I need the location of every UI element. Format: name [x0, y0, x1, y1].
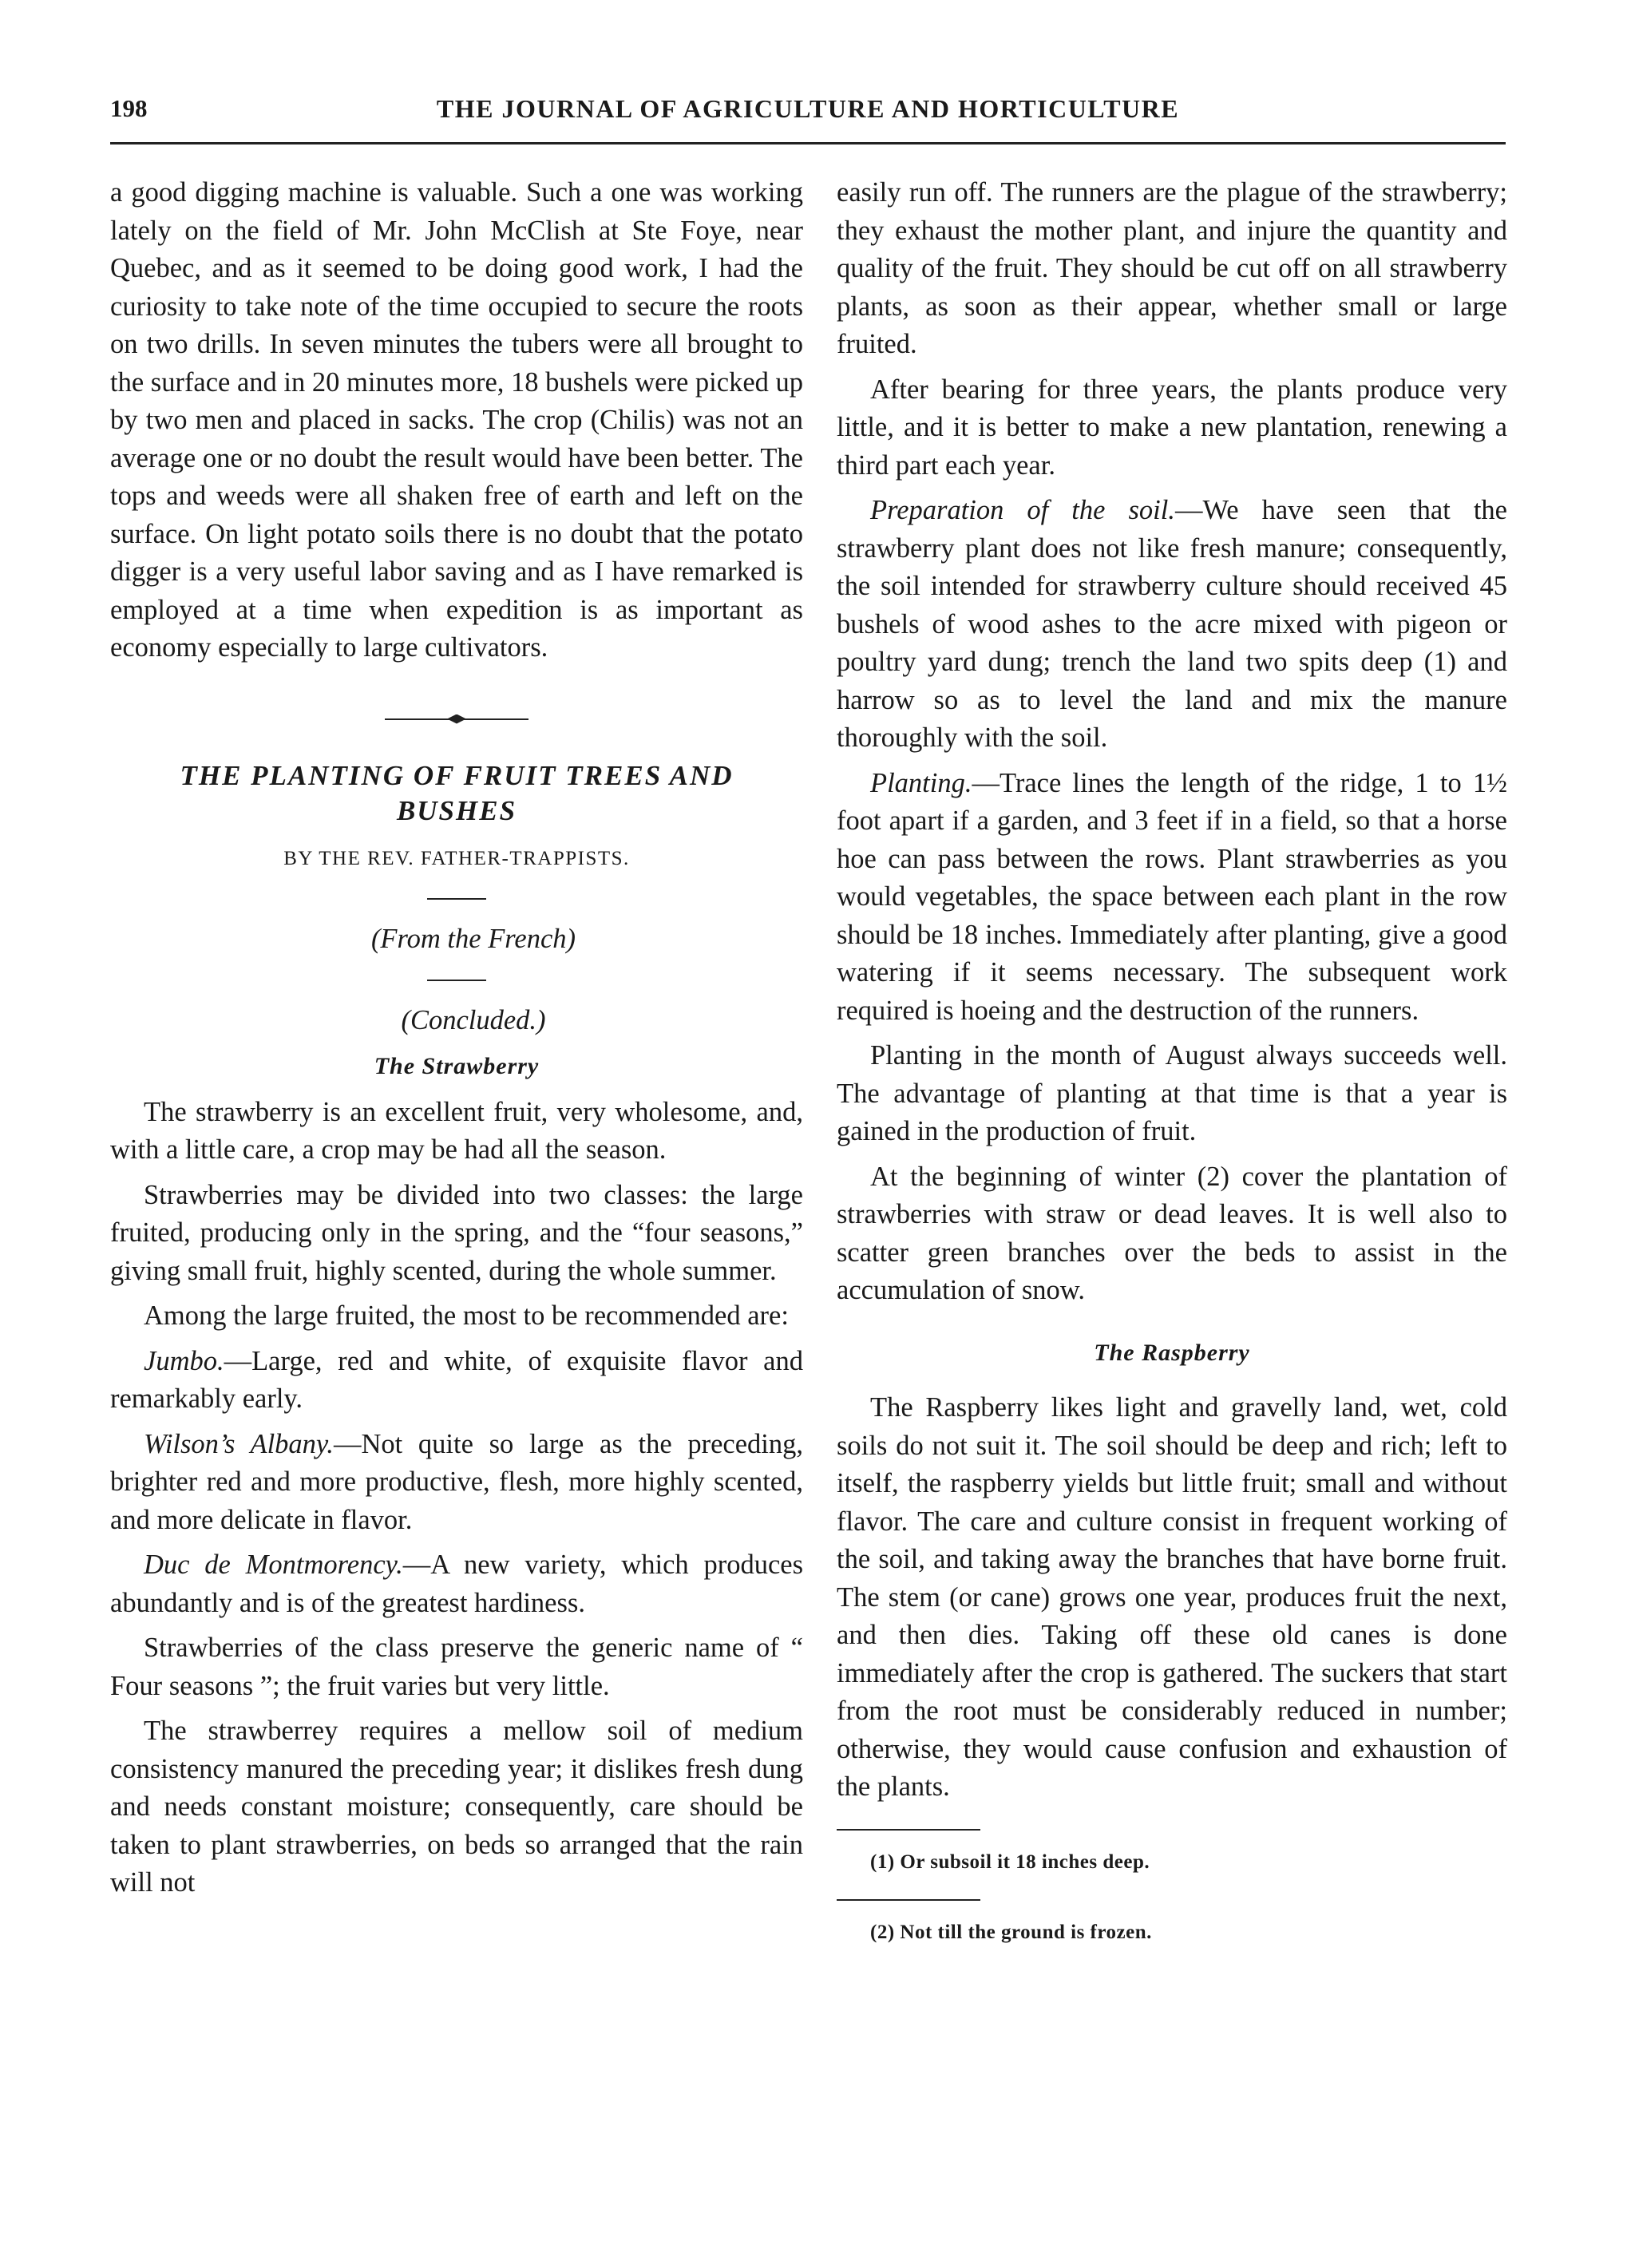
footnote-2: (2) Not till the ground is frozen.: [870, 1921, 1152, 1943]
paragraph-text: —Trace lines the length of the ridge, 1 to 1½ foot apart if a garden, and 3 feet if in a field, so that a horse hoe can pass between the rows. Plant strawberries as you would vegetables, the space between each plant in the row should be 18 inches. Immediately after planting, give a good watering if it seems necessary. The subsequent work required is hoeing and the destruction of the runners.: [837, 767, 1507, 1026]
paragraph-raspberry: The Raspberry likes light and gravelly land, wet, cold soils do not suit it. The soil should be deep and rich; left to itself, the raspberry yields but little fruit; small and without flavor. The care and culture consist in frequent working of the soil, and taking away the branches that have borne fruit. The stem (or cane) grows one year, produces fruit the next, and then dies. Taking off these old canes is done immediately after the crop is gathered. The suckers that start from the root must be considerably reduced in number; otherwise, they would cause confusion and exhaustion of the plants.: [837, 1392, 1507, 1802]
paragraph-bearing: After bearing for three years, the plants produce very little, and it is better to make a new plantation, renewing a third part each year.: [837, 374, 1507, 481]
subheading-raspberry: The Raspberry: [1094, 1339, 1250, 1366]
translation-note: (From the French): [370, 924, 576, 954]
variety-jumbo: [110, 1343, 803, 1419]
footnote-rule: [837, 1899, 980, 1901]
section-ornament: [385, 714, 528, 725]
paragraph-text: —We have seen that the strawberry plant does not like fresh manure; consequently, the soil intended for strawberry culture should received 45 bushels of wood ashes to the acre mixed with pigeon or poultry yard dung; trench the land two spits deep (1) and harrow so as to level the land and mix the manure thoroughly with the soil.: [837, 495, 1507, 753]
paragraph-strawberry-classes: Strawberries may be divided into two classes: the large fruited, producing only in the spring, and the “four seasons,” giving small fruit, highly scented, during the whole summer.: [110, 1179, 803, 1286]
page-header: [110, 94, 1506, 134]
paragraph-planting: [837, 765, 1507, 1031]
page-number: 198: [110, 94, 148, 122]
divider-rule: [427, 980, 486, 981]
paragraph-preparation: [837, 492, 1507, 758]
article-title: THE PLANTING OF FRUIT TREES AND BUSHES: [180, 759, 734, 826]
variety-duc: [110, 1546, 803, 1622]
variety-name: Jumbo.: [144, 1345, 224, 1376]
variety-description: —Large, red and white, of exquisite flavor and remarkably early.: [110, 1345, 803, 1414]
paragraph-potato-digger: a good digging machine is valuable. Such a one was working lately on the field of Mr. John McClish at Ste Foye, near Quebec, and as it seemed to be doing good work, I had the curiosity to take note of the time occupied to secure the roots on two drills. In seven minutes the tubers were all brought to the surface and in 20 minutes more, 18 bushels were picked up by two men and placed in sacks. The crop (Chilis) was not an average one or no doubt the result would have been better. The tops and weeds were all shaken free of earth and left on the surface. On light potato soils there is no doubt that the potato digger is a very useful labor saving and as I have remarked is employed at a time when expedition is as important as economy especially to large cultivators.: [110, 177, 804, 663]
footnote-rule: [837, 1829, 980, 1831]
footnote-1: (1) Or subsoil it 18 inches deep.: [870, 1850, 1150, 1873]
right-column: [837, 174, 1507, 1958]
run-in-heading: Planting.: [870, 767, 972, 798]
variety-description: —Not quite so large as the preceding, brighter red and more productive, flesh, more highly scented, and more delicate in flavor.: [110, 1428, 803, 1535]
paragraph-runners: easily run off. The runners are the plague of the strawberry; they exhaust the mother plant, and injure the quantity and quality of the fruit. They should be cut off on all strawberry plants, as soon as their appear, whether small or large fruited.: [837, 177, 1507, 359]
subheading-strawberry: The Strawberry: [374, 1053, 540, 1079]
concluded-note: (Concluded.): [401, 1004, 546, 1035]
paragraph-strawberry-intro: The strawberry is an excellent fruit, very wholesome, and, with a little care, a crop may be had all the season.: [110, 1096, 803, 1165]
left-column: [110, 174, 803, 1910]
divider-rule: [427, 898, 486, 900]
paragraph-recommended: Among the large fruited, the most to be recommended are:: [144, 1300, 789, 1331]
paragraph-soil: The strawberrey requires a mellow soil of medium consistency manured the preceding year; it dislikes fresh dung and needs constant moisture; consequently, care should be taken to plant strawberries, on beds so arranged that the rain will not: [110, 1716, 803, 1898]
header-rule: [110, 142, 1506, 144]
paragraph-four-seasons: Strawberries of the class preserve the generic name of “ Four seasons ”; the fruit varies but very little.: [110, 1633, 803, 1701]
variety-name: Duc de Montmorency.: [144, 1550, 403, 1580]
variety-name: Wilson’s Albany.: [144, 1428, 334, 1459]
running-title: THE JOURNAL OF AGRICULTURE AND HORTICULTURE: [436, 94, 1180, 123]
paragraph-august: Planting in the month of August always succeeds well. The advantage of planting at that time is that a year is gained in the production of fruit.: [837, 1040, 1507, 1146]
paragraph-winter: At the beginning of winter (2) cover the plantation of strawberries with straw or dead leaves. It is well also to scatter green branches over the beds to assist in the accumulation of snow.: [837, 1161, 1507, 1305]
run-in-heading: Preparation of the soil.: [870, 495, 1175, 525]
byline: BY THE REV. FATHER-TRAPPISTS.: [283, 847, 630, 869]
variety-wilson: [110, 1426, 803, 1540]
variety-description: —A new variety, which produces abundantly and is of the greatest hardiness.: [110, 1550, 803, 1618]
